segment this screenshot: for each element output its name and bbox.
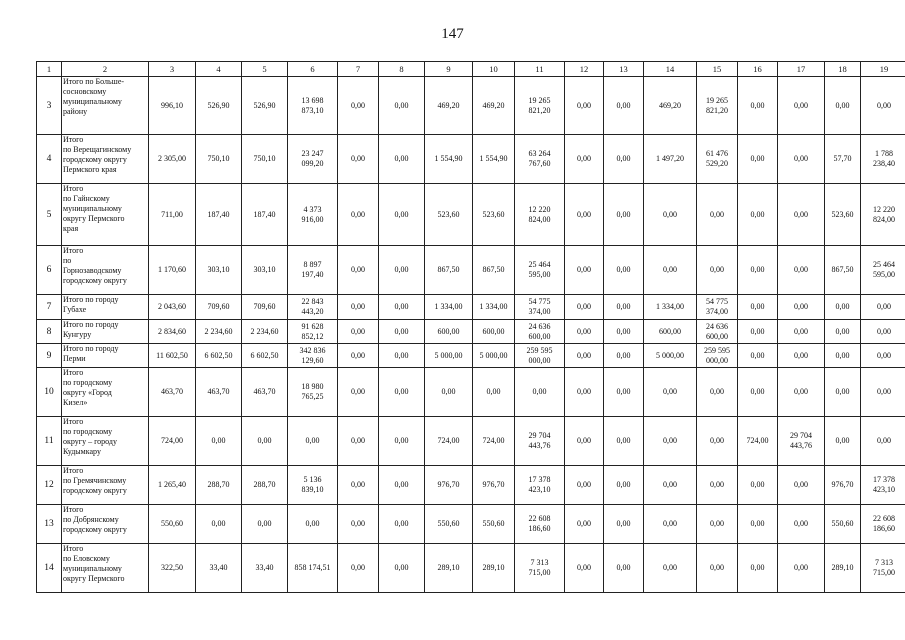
- value-cell: 0,00: [604, 505, 644, 544]
- value-cell: 7 313 715,00: [861, 544, 905, 593]
- row-index-cell: 11: [37, 417, 62, 466]
- value-cell: 996,10: [149, 77, 196, 135]
- value-cell: 33,40: [196, 544, 242, 593]
- row-index-cell: 5: [37, 184, 62, 246]
- header-cell: 12: [565, 62, 604, 77]
- value-cell: 0,00: [861, 320, 905, 344]
- row-name-cell: Итого по городу Перми: [62, 344, 149, 368]
- header-cell: 16: [738, 62, 778, 77]
- value-cell: 303,10: [196, 246, 242, 295]
- value-cell: 7 313 715,00: [515, 544, 565, 593]
- value-cell: 259 595 000,00: [697, 344, 738, 368]
- value-cell: 0,00: [565, 135, 604, 184]
- value-cell: 19 265 821,20: [697, 77, 738, 135]
- row-name-cell: Итого по городскому округу «Город Кизел»: [62, 368, 149, 417]
- header-cell: 13: [604, 62, 644, 77]
- value-cell: 303,10: [242, 246, 288, 295]
- table-row: [37, 295, 905, 320]
- table-row: [37, 77, 905, 135]
- table-row: [37, 505, 905, 544]
- value-cell: 976,70: [425, 466, 473, 505]
- value-cell: 25 464 595,00: [861, 246, 905, 295]
- value-cell: 858 174,51: [288, 544, 338, 593]
- value-cell: 0,00: [738, 320, 778, 344]
- page-number: 147: [441, 26, 464, 42]
- value-cell: 976,70: [825, 466, 861, 505]
- value-cell: 5 000,00: [644, 344, 697, 368]
- value-cell: 711,00: [149, 184, 196, 246]
- row-index-cell: 14: [37, 544, 62, 593]
- value-cell: 600,00: [644, 320, 697, 344]
- value-cell: 0,00: [338, 344, 379, 368]
- value-cell: 0,00: [604, 77, 644, 135]
- table-row: [37, 320, 905, 344]
- value-cell: 2 234,60: [196, 320, 242, 344]
- value-cell: 0,00: [738, 295, 778, 320]
- value-cell: 867,50: [473, 246, 515, 295]
- value-cell: 0,00: [379, 77, 425, 135]
- value-cell: 289,10: [473, 544, 515, 593]
- value-cell: 22 843 443,20: [288, 295, 338, 320]
- value-cell: 523,60: [473, 184, 515, 246]
- value-cell: 0,00: [515, 368, 565, 417]
- value-cell: 523,60: [425, 184, 473, 246]
- value-cell: 0,00: [697, 246, 738, 295]
- row-name-cell: Итого по городу Кунгуру: [62, 320, 149, 344]
- value-cell: 0,00: [565, 320, 604, 344]
- value-cell: 550,60: [425, 505, 473, 544]
- value-cell: 0,00: [338, 466, 379, 505]
- table-row: [37, 544, 905, 593]
- value-cell: 1 554,90: [473, 135, 515, 184]
- row-name-cell: Итого по Еловскому муниципальному округу Пермского: [62, 544, 149, 593]
- table-row: [37, 417, 905, 466]
- row-index-cell: 10: [37, 368, 62, 417]
- value-cell: 289,10: [425, 544, 473, 593]
- table-body: [37, 77, 905, 593]
- value-cell: 0,00: [825, 368, 861, 417]
- table-row: [37, 246, 905, 295]
- value-cell: 469,20: [425, 77, 473, 135]
- header-cell: 4: [196, 62, 242, 77]
- value-cell: 0,00: [861, 77, 905, 135]
- value-cell: 0,00: [565, 505, 604, 544]
- value-cell: 0,00: [778, 295, 825, 320]
- value-cell: 12 220 824,00: [515, 184, 565, 246]
- row-index-cell: 4: [37, 135, 62, 184]
- value-cell: 0,00: [379, 368, 425, 417]
- value-cell: 0,00: [738, 544, 778, 593]
- value-cell: 322,50: [149, 544, 196, 593]
- value-cell: 709,60: [196, 295, 242, 320]
- value-cell: 0,00: [565, 77, 604, 135]
- value-cell: 0,00: [825, 344, 861, 368]
- value-cell: 24 636 600,00: [515, 320, 565, 344]
- value-cell: 63 264 767,60: [515, 135, 565, 184]
- value-cell: 0,00: [738, 77, 778, 135]
- data-table: [36, 61, 905, 593]
- value-cell: 0,00: [778, 246, 825, 295]
- value-cell: 724,00: [149, 417, 196, 466]
- value-cell: 0,00: [379, 184, 425, 246]
- header-row: [37, 62, 905, 77]
- value-cell: 0,00: [338, 505, 379, 544]
- header-cell: 10: [473, 62, 515, 77]
- header-cell: 1: [37, 62, 62, 77]
- value-cell: 54 775 374,00: [697, 295, 738, 320]
- value-cell: 25 464 595,00: [515, 246, 565, 295]
- value-cell: 0,00: [644, 184, 697, 246]
- value-cell: 0,00: [697, 417, 738, 466]
- value-cell: 0,00: [697, 505, 738, 544]
- value-cell: 187,40: [242, 184, 288, 246]
- value-cell: 0,00: [604, 135, 644, 184]
- value-cell: 0,00: [379, 295, 425, 320]
- value-cell: 22 608 186,60: [861, 505, 905, 544]
- value-cell: 2 305,00: [149, 135, 196, 184]
- value-cell: 0,00: [604, 544, 644, 593]
- header-cell: 14: [644, 62, 697, 77]
- value-cell: 469,20: [473, 77, 515, 135]
- header-cell: 9: [425, 62, 473, 77]
- value-cell: 0,00: [565, 184, 604, 246]
- value-cell: 187,40: [196, 184, 242, 246]
- value-cell: 0,00: [738, 184, 778, 246]
- value-cell: 0,00: [644, 368, 697, 417]
- value-cell: 0,00: [425, 368, 473, 417]
- value-cell: 1 334,00: [473, 295, 515, 320]
- value-cell: 0,00: [379, 344, 425, 368]
- value-cell: 0,00: [861, 344, 905, 368]
- value-cell: 5 000,00: [425, 344, 473, 368]
- value-cell: 526,90: [242, 77, 288, 135]
- value-cell: 1 788 238,40: [861, 135, 905, 184]
- value-cell: 0,00: [604, 184, 644, 246]
- value-cell: 19 265 821,20: [515, 77, 565, 135]
- value-cell: 29 704 443,76: [515, 417, 565, 466]
- value-cell: 61 476 529,20: [697, 135, 738, 184]
- value-cell: 750,10: [196, 135, 242, 184]
- value-cell: 0,00: [697, 184, 738, 246]
- value-cell: 0,00: [338, 544, 379, 593]
- value-cell: 0,00: [778, 505, 825, 544]
- header-cell: 3: [149, 62, 196, 77]
- value-cell: 0,00: [738, 344, 778, 368]
- value-cell: 17 378 423,10: [515, 466, 565, 505]
- value-cell: 259 595 000,00: [515, 344, 565, 368]
- table-row: [37, 135, 905, 184]
- value-cell: 0,00: [778, 184, 825, 246]
- value-cell: 33,40: [242, 544, 288, 593]
- header-cell: 2: [62, 62, 149, 77]
- value-cell: 0,00: [738, 368, 778, 417]
- value-cell: 0,00: [473, 368, 515, 417]
- value-cell: 0,00: [338, 77, 379, 135]
- value-cell: 8 897 197,40: [288, 246, 338, 295]
- header-cell: 15: [697, 62, 738, 77]
- value-cell: 0,00: [738, 246, 778, 295]
- value-cell: 0,00: [379, 544, 425, 593]
- value-cell: 0,00: [338, 184, 379, 246]
- value-cell: 1 497,20: [644, 135, 697, 184]
- value-cell: 0,00: [338, 135, 379, 184]
- value-cell: 2 043,60: [149, 295, 196, 320]
- row-name-cell: Итого по Гайнскому муниципальному округу Пермского края: [62, 184, 149, 246]
- value-cell: 976,70: [473, 466, 515, 505]
- value-cell: 18 980 765,25: [288, 368, 338, 417]
- value-cell: 550,60: [473, 505, 515, 544]
- value-cell: 867,50: [425, 246, 473, 295]
- value-cell: 13 698 873,10: [288, 77, 338, 135]
- value-cell: 0,00: [604, 466, 644, 505]
- value-cell: 526,90: [196, 77, 242, 135]
- value-cell: 0,00: [288, 417, 338, 466]
- value-cell: 11 602,50: [149, 344, 196, 368]
- row-name-cell: Итого по городу Губахе: [62, 295, 149, 320]
- value-cell: 0,00: [604, 320, 644, 344]
- value-cell: 600,00: [425, 320, 473, 344]
- value-cell: 29 704 443,76: [778, 417, 825, 466]
- value-cell: 12 220 824,00: [861, 184, 905, 246]
- row-name-cell: Итого по городскому округу – городу Кудымкару: [62, 417, 149, 466]
- row-index-cell: 7: [37, 295, 62, 320]
- value-cell: 22 608 186,60: [515, 505, 565, 544]
- row-index-cell: 12: [37, 466, 62, 505]
- value-cell: 24 636 600,00: [697, 320, 738, 344]
- value-cell: 469,20: [644, 77, 697, 135]
- row-name-cell: Итого по Гремячинскому городскому округу: [62, 466, 149, 505]
- value-cell: 0,00: [379, 417, 425, 466]
- value-cell: 0,00: [778, 368, 825, 417]
- value-cell: 724,00: [425, 417, 473, 466]
- value-cell: 17 378 423,10: [861, 466, 905, 505]
- value-cell: 0,00: [778, 320, 825, 344]
- header-cell: 8: [379, 62, 425, 77]
- table-row: [37, 466, 905, 505]
- value-cell: 0,00: [565, 295, 604, 320]
- value-cell: 0,00: [825, 417, 861, 466]
- value-cell: 0,00: [825, 320, 861, 344]
- value-cell: 0,00: [379, 466, 425, 505]
- value-cell: 2 834,60: [149, 320, 196, 344]
- value-cell: 0,00: [565, 368, 604, 417]
- value-cell: 0,00: [565, 344, 604, 368]
- value-cell: 91 628 852,12: [288, 320, 338, 344]
- row-name-cell: Итого по Больше- сосновскому муниципальному району: [62, 77, 149, 135]
- value-cell: 0,00: [242, 505, 288, 544]
- value-cell: 600,00: [473, 320, 515, 344]
- value-cell: 0,00: [338, 368, 379, 417]
- value-cell: 1 334,00: [644, 295, 697, 320]
- row-index-cell: 13: [37, 505, 62, 544]
- value-cell: 289,10: [825, 544, 861, 593]
- value-cell: 0,00: [644, 417, 697, 466]
- value-cell: 1 170,60: [149, 246, 196, 295]
- value-cell: 5 000,00: [473, 344, 515, 368]
- row-name-cell: Итого по Горнозаводскому городскому округу: [62, 246, 149, 295]
- value-cell: 0,00: [338, 417, 379, 466]
- value-cell: 0,00: [778, 135, 825, 184]
- value-cell: 0,00: [738, 466, 778, 505]
- value-cell: 0,00: [565, 417, 604, 466]
- table-row: [37, 184, 905, 246]
- value-cell: 0,00: [644, 505, 697, 544]
- header-cell: 17: [778, 62, 825, 77]
- value-cell: 57,70: [825, 135, 861, 184]
- value-cell: 6 602,50: [196, 344, 242, 368]
- row-name-cell: Итого по Добрянскому городскому округу: [62, 505, 149, 544]
- value-cell: 0,00: [861, 417, 905, 466]
- value-cell: 0,00: [196, 417, 242, 466]
- value-cell: 0,00: [738, 505, 778, 544]
- value-cell: 0,00: [379, 505, 425, 544]
- value-cell: 0,00: [738, 135, 778, 184]
- value-cell: 0,00: [288, 505, 338, 544]
- value-cell: 288,70: [242, 466, 288, 505]
- value-cell: 1 554,90: [425, 135, 473, 184]
- value-cell: 0,00: [338, 320, 379, 344]
- value-cell: 54 775 374,00: [515, 295, 565, 320]
- value-cell: 0,00: [379, 135, 425, 184]
- value-cell: 0,00: [604, 246, 644, 295]
- value-cell: 0,00: [379, 320, 425, 344]
- value-cell: 0,00: [644, 246, 697, 295]
- value-cell: 0,00: [338, 295, 379, 320]
- value-cell: 5 136 839,10: [288, 466, 338, 505]
- value-cell: 0,00: [861, 368, 905, 417]
- header-cell: 6: [288, 62, 338, 77]
- value-cell: 0,00: [825, 77, 861, 135]
- value-cell: 0,00: [778, 466, 825, 505]
- value-cell: 1 334,00: [425, 295, 473, 320]
- value-cell: 0,00: [697, 368, 738, 417]
- value-cell: 0,00: [604, 417, 644, 466]
- value-cell: 709,60: [242, 295, 288, 320]
- value-cell: 288,70: [196, 466, 242, 505]
- value-cell: 0,00: [565, 246, 604, 295]
- value-cell: 0,00: [604, 295, 644, 320]
- value-cell: 0,00: [861, 295, 905, 320]
- value-cell: 0,00: [778, 344, 825, 368]
- header-cell: 18: [825, 62, 861, 77]
- value-cell: 0,00: [697, 466, 738, 505]
- value-cell: 463,70: [196, 368, 242, 417]
- value-cell: 724,00: [473, 417, 515, 466]
- row-index-cell: 3: [37, 77, 62, 135]
- header-cell: 5: [242, 62, 288, 77]
- row-name-cell: Итого по Верещагинскому городскому округу Пермского края: [62, 135, 149, 184]
- value-cell: 0,00: [242, 417, 288, 466]
- value-cell: 0,00: [644, 466, 697, 505]
- header-cell: 7: [338, 62, 379, 77]
- value-cell: 0,00: [604, 368, 644, 417]
- value-cell: 463,70: [242, 368, 288, 417]
- value-cell: 2 234,60: [242, 320, 288, 344]
- value-cell: 1 265,40: [149, 466, 196, 505]
- value-cell: 0,00: [644, 544, 697, 593]
- value-cell: 0,00: [379, 246, 425, 295]
- value-cell: 724,00: [738, 417, 778, 466]
- value-cell: 0,00: [338, 246, 379, 295]
- header-cell: 11: [515, 62, 565, 77]
- row-index-cell: 9: [37, 344, 62, 368]
- value-cell: 0,00: [778, 77, 825, 135]
- value-cell: 0,00: [697, 544, 738, 593]
- table-row: [37, 344, 905, 368]
- value-cell: 0,00: [565, 544, 604, 593]
- value-cell: 550,60: [825, 505, 861, 544]
- value-cell: 0,00: [778, 544, 825, 593]
- value-cell: 750,10: [242, 135, 288, 184]
- value-cell: 342 836 129,60: [288, 344, 338, 368]
- value-cell: 4 373 916,00: [288, 184, 338, 246]
- value-cell: 463,70: [149, 368, 196, 417]
- row-index-cell: 6: [37, 246, 62, 295]
- value-cell: 0,00: [825, 295, 861, 320]
- value-cell: 0,00: [196, 505, 242, 544]
- row-index-cell: 8: [37, 320, 62, 344]
- value-cell: 0,00: [565, 466, 604, 505]
- header-cell: 19: [861, 62, 905, 77]
- value-cell: 867,50: [825, 246, 861, 295]
- value-cell: 550,60: [149, 505, 196, 544]
- value-cell: 6 602,50: [242, 344, 288, 368]
- table-row: [37, 368, 905, 417]
- value-cell: 523,60: [825, 184, 861, 246]
- value-cell: 23 247 099,20: [288, 135, 338, 184]
- value-cell: 0,00: [604, 344, 644, 368]
